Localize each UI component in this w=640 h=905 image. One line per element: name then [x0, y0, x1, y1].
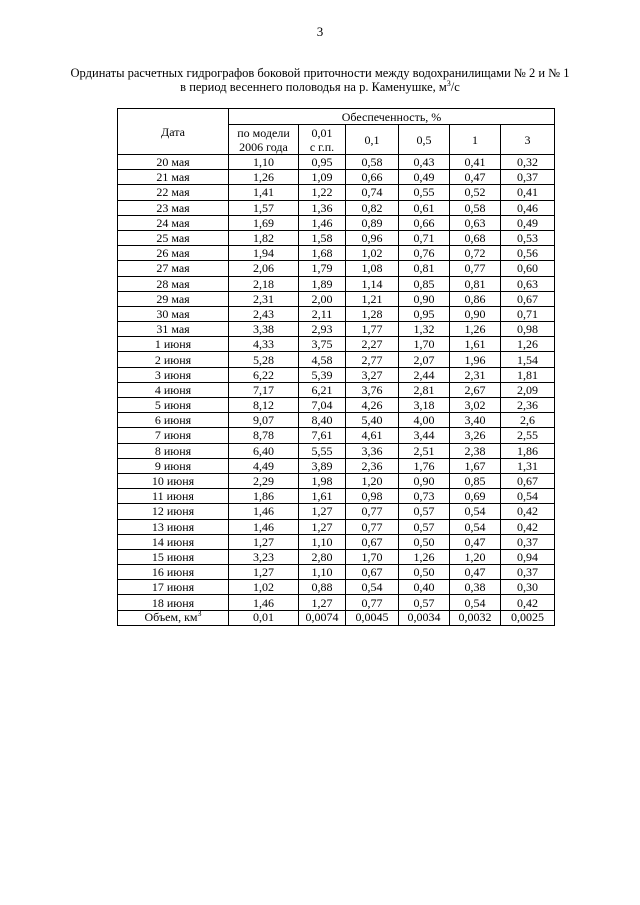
cell-p01: 4,61 [346, 428, 399, 443]
table-row [118, 489, 555, 504]
cell-model-2006: 1,86 [229, 489, 299, 504]
cell-p001: 1,10 [299, 534, 346, 549]
table-title [0, 66, 640, 94]
cell-p3: 0,49 [501, 215, 555, 230]
cell-p3: 0,30 [501, 580, 555, 595]
cell-date: 24 мая [118, 215, 229, 230]
table-row [118, 155, 555, 170]
table-row [118, 428, 555, 443]
cell-p1: 0,54 [450, 595, 501, 610]
table-row [118, 367, 555, 382]
cell-model-2006: 3,23 [229, 549, 299, 564]
cell-model-2006: 1,94 [229, 246, 299, 261]
cell-p05: 1,26 [399, 549, 450, 564]
header-p001-line-2: с г.п. [309, 139, 335, 154]
cell-p001: 1,09 [299, 170, 346, 185]
header-probability-group: Обеспеченность, % [229, 109, 555, 125]
header-model-2006 [229, 125, 299, 155]
cell-date: 31 мая [118, 322, 229, 337]
cell-date: 12 июня [118, 504, 229, 519]
cell-p01: 0,77 [346, 504, 399, 519]
footer-volume-value: 0,0025 [501, 610, 555, 625]
cell-p05: 0,50 [399, 565, 450, 580]
table-row [118, 215, 555, 230]
cell-p1: 1,20 [450, 549, 501, 564]
footer-volume-label-text: Объем, км [144, 610, 198, 625]
cell-date: 14 июня [118, 534, 229, 549]
cell-p01: 0,77 [346, 519, 399, 534]
table-row [118, 291, 555, 306]
cell-p05: 2,44 [399, 367, 450, 382]
table-row [118, 261, 555, 276]
cell-p3: 1,31 [501, 458, 555, 473]
table-row [118, 322, 555, 337]
cell-date: 6 июня [118, 413, 229, 428]
cell-p001: 1,98 [299, 473, 346, 488]
cell-p05: 0,57 [399, 595, 450, 610]
cell-p01: 1,77 [346, 322, 399, 337]
cell-p05: 2,81 [399, 382, 450, 397]
table-row [118, 519, 555, 534]
cell-p01: 0,96 [346, 230, 399, 245]
footer-volume-row [118, 610, 555, 625]
cell-p05: 0,40 [399, 580, 450, 595]
cell-p05: 3,18 [399, 398, 450, 413]
cell-p3: 0,42 [501, 595, 555, 610]
table-row [118, 398, 555, 413]
cell-p3: 0,37 [501, 565, 555, 580]
cell-date: 17 июня [118, 580, 229, 595]
header-p05: 0,5 [399, 125, 450, 155]
cell-p3: 0,94 [501, 549, 555, 564]
cell-date: 20 мая [118, 155, 229, 170]
cell-p001: 1,22 [299, 185, 346, 200]
cell-p05: 4,00 [399, 413, 450, 428]
cell-date: 10 июня [118, 473, 229, 488]
cell-p3: 2,36 [501, 398, 555, 413]
cell-p01: 3,76 [346, 382, 399, 397]
cell-model-2006: 1,26 [229, 170, 299, 185]
footer-volume-value: 0,0045 [346, 610, 399, 625]
cell-p001: 2,93 [299, 322, 346, 337]
cell-p001: 5,39 [299, 367, 346, 382]
cell-model-2006: 1,27 [229, 534, 299, 549]
cell-p3: 0,67 [501, 291, 555, 306]
cell-model-2006: 7,17 [229, 382, 299, 397]
cell-p05: 1,76 [399, 458, 450, 473]
cell-date: 21 мая [118, 170, 229, 185]
cell-p001: 1,79 [299, 261, 346, 276]
header-p1: 1 [450, 125, 501, 155]
cell-p01: 1,02 [346, 246, 399, 261]
cell-p01: 1,20 [346, 473, 399, 488]
cell-p3: 1,86 [501, 443, 555, 458]
table-row [118, 534, 555, 549]
title-line-2 [0, 80, 640, 94]
header-model-line-2: 2006 года [239, 139, 288, 154]
table-row [118, 504, 555, 519]
cell-p1: 0,86 [450, 291, 501, 306]
cell-p01: 3,27 [346, 367, 399, 382]
cell-p3: 0,37 [501, 170, 555, 185]
cell-p001: 1,46 [299, 215, 346, 230]
cell-model-2006: 1,02 [229, 580, 299, 595]
cell-p01: 2,27 [346, 337, 399, 352]
cell-date: 25 мая [118, 230, 229, 245]
cell-p01: 1,28 [346, 306, 399, 321]
cell-p01: 1,70 [346, 549, 399, 564]
cell-date: 16 июня [118, 565, 229, 580]
footer-volume-value: 0,0032 [450, 610, 501, 625]
cell-date: 5 июня [118, 398, 229, 413]
cell-model-2006: 6,40 [229, 443, 299, 458]
table-row [118, 382, 555, 397]
hydrograph-table [117, 108, 555, 626]
cell-p001: 3,75 [299, 337, 346, 352]
cell-p1: 0,54 [450, 504, 501, 519]
table-row [118, 413, 555, 428]
cell-model-2006: 4,33 [229, 337, 299, 352]
cell-p1: 0,41 [450, 155, 501, 170]
table-row [118, 580, 555, 595]
cell-model-2006: 4,49 [229, 458, 299, 473]
footer-volume-value: 0,01 [229, 610, 299, 625]
cell-p001: 3,89 [299, 458, 346, 473]
table-row [118, 306, 555, 321]
cell-p05: 0,81 [399, 261, 450, 276]
cell-p3: 1,54 [501, 352, 555, 367]
cell-date: 2 июня [118, 352, 229, 367]
cell-model-2006: 1,46 [229, 595, 299, 610]
cell-p1: 1,61 [450, 337, 501, 352]
cell-p001: 7,04 [299, 398, 346, 413]
cell-p1: 0,90 [450, 306, 501, 321]
cell-p3: 0,54 [501, 489, 555, 504]
cell-model-2006: 2,31 [229, 291, 299, 306]
table-row [118, 276, 555, 291]
cell-date: 11 июня [118, 489, 229, 504]
cell-date: 8 июня [118, 443, 229, 458]
footer-volume-value: 0,0074 [299, 610, 346, 625]
title-unit-exponent: 3 [446, 78, 451, 88]
cell-p05: 0,90 [399, 291, 450, 306]
cell-date: 23 мая [118, 200, 229, 215]
page-number: 3 [316, 24, 324, 39]
cell-date: 30 мая [118, 306, 229, 321]
header-model-line-1: по модели [237, 125, 290, 140]
cell-p05: 2,07 [399, 352, 450, 367]
cell-model-2006: 1,41 [229, 185, 299, 200]
cell-p3: 1,26 [501, 337, 555, 352]
header-p001-line-1: 0,01 [311, 125, 333, 140]
cell-p01: 0,54 [346, 580, 399, 595]
cell-p1: 0,58 [450, 200, 501, 215]
table-row [118, 458, 555, 473]
cell-date: 15 июня [118, 549, 229, 564]
cell-p1: 1,67 [450, 458, 501, 473]
cell-p01: 1,08 [346, 261, 399, 276]
cell-p3: 0,37 [501, 534, 555, 549]
cell-p05: 3,44 [399, 428, 450, 443]
cell-p001: 1,27 [299, 595, 346, 610]
cell-model-2006: 2,43 [229, 306, 299, 321]
table-row [118, 565, 555, 580]
cell-p01: 0,58 [346, 155, 399, 170]
cell-date: 22 мая [118, 185, 229, 200]
table-row [118, 337, 555, 352]
cell-p05: 0,49 [399, 170, 450, 185]
cell-p001: 1,10 [299, 565, 346, 580]
header-p3: 3 [501, 125, 555, 155]
cell-p1: 3,02 [450, 398, 501, 413]
cell-p001: 2,00 [299, 291, 346, 306]
cell-p01: 0,74 [346, 185, 399, 200]
cell-model-2006: 6,22 [229, 367, 299, 382]
cell-p1: 2,31 [450, 367, 501, 382]
table-row [118, 595, 555, 610]
cell-p05: 0,66 [399, 215, 450, 230]
cell-date: 29 мая [118, 291, 229, 306]
header-date: Дата [118, 109, 229, 155]
footer-volume-value: 0,0034 [399, 610, 450, 625]
cell-p3: 2,09 [501, 382, 555, 397]
cell-p1: 2,67 [450, 382, 501, 397]
cell-p3: 0,42 [501, 504, 555, 519]
cell-p01: 0,82 [346, 200, 399, 215]
cell-p01: 1,14 [346, 276, 399, 291]
cell-model-2006: 1,82 [229, 230, 299, 245]
cell-p05: 1,70 [399, 337, 450, 352]
cell-p1: 0,52 [450, 185, 501, 200]
header-p001 [299, 125, 346, 155]
title-unit-suffix: /с [450, 80, 460, 94]
cell-p3: 0,56 [501, 246, 555, 261]
cell-p01: 0,67 [346, 534, 399, 549]
cell-p01: 5,40 [346, 413, 399, 428]
cell-p3: 1,81 [501, 367, 555, 382]
cell-p05: 0,57 [399, 504, 450, 519]
cell-p3: 0,53 [501, 230, 555, 245]
cell-date: 4 июня [118, 382, 229, 397]
table-row [118, 352, 555, 367]
cell-p3: 0,42 [501, 519, 555, 534]
table-row [118, 443, 555, 458]
cell-p001: 1,27 [299, 519, 346, 534]
cell-p001: 5,55 [299, 443, 346, 458]
cell-p1: 0,47 [450, 170, 501, 185]
cell-p3: 0,63 [501, 276, 555, 291]
cell-model-2006: 2,29 [229, 473, 299, 488]
cell-p05: 0,76 [399, 246, 450, 261]
cell-p01: 2,77 [346, 352, 399, 367]
cell-date: 18 июня [118, 595, 229, 610]
cell-p01: 3,36 [346, 443, 399, 458]
table-row [118, 246, 555, 261]
cell-p05: 0,71 [399, 230, 450, 245]
cell-p05: 0,61 [399, 200, 450, 215]
cell-p1: 1,26 [450, 322, 501, 337]
cell-model-2006: 1,46 [229, 504, 299, 519]
cell-model-2006: 2,18 [229, 276, 299, 291]
cell-date: 7 июня [118, 428, 229, 443]
table-row [118, 200, 555, 215]
cell-p05: 1,32 [399, 322, 450, 337]
cell-p1: 0,54 [450, 519, 501, 534]
cell-p01: 0,77 [346, 595, 399, 610]
cell-p3: 2,6 [501, 413, 555, 428]
cell-model-2006: 8,78 [229, 428, 299, 443]
cell-p001: 1,36 [299, 200, 346, 215]
cell-date: 3 июня [118, 367, 229, 382]
cell-model-2006: 1,27 [229, 565, 299, 580]
cell-p05: 0,95 [399, 306, 450, 321]
cell-p001: 4,58 [299, 352, 346, 367]
cell-p05: 0,43 [399, 155, 450, 170]
cell-p001: 2,11 [299, 306, 346, 321]
cell-p01: 0,89 [346, 215, 399, 230]
cell-date: 1 июня [118, 337, 229, 352]
cell-p05: 0,50 [399, 534, 450, 549]
footer-volume-exponent: 3 [197, 610, 202, 619]
cell-p001: 1,61 [299, 489, 346, 504]
cell-p3: 0,41 [501, 185, 555, 200]
cell-p001: 6,21 [299, 382, 346, 397]
cell-p01: 0,66 [346, 170, 399, 185]
cell-date: 28 мая [118, 276, 229, 291]
cell-p1: 0,69 [450, 489, 501, 504]
cell-date: 26 мая [118, 246, 229, 261]
cell-p1: 0,72 [450, 246, 501, 261]
cell-p01: 4,26 [346, 398, 399, 413]
cell-model-2006: 1,10 [229, 155, 299, 170]
cell-p001: 1,89 [299, 276, 346, 291]
cell-model-2006: 9,07 [229, 413, 299, 428]
table-row [118, 170, 555, 185]
cell-model-2006: 3,38 [229, 322, 299, 337]
table-row [118, 185, 555, 200]
cell-date: 27 мая [118, 261, 229, 276]
header-p01: 0,1 [346, 125, 399, 155]
cell-p05: 0,90 [399, 473, 450, 488]
cell-p1: 3,26 [450, 428, 501, 443]
cell-p05: 2,51 [399, 443, 450, 458]
cell-p05: 0,57 [399, 519, 450, 534]
cell-p001: 1,58 [299, 230, 346, 245]
cell-p1: 0,47 [450, 534, 501, 549]
cell-p1: 0,47 [450, 565, 501, 580]
cell-model-2006: 1,46 [229, 519, 299, 534]
cell-p1: 0,63 [450, 215, 501, 230]
cell-p01: 0,67 [346, 565, 399, 580]
cell-p3: 0,98 [501, 322, 555, 337]
cell-p001: 2,80 [299, 549, 346, 564]
cell-p01: 0,98 [346, 489, 399, 504]
footer-volume-label [118, 610, 229, 625]
cell-model-2006: 2,06 [229, 261, 299, 276]
cell-model-2006: 8,12 [229, 398, 299, 413]
cell-model-2006: 1,69 [229, 215, 299, 230]
cell-model-2006: 5,28 [229, 352, 299, 367]
cell-p1: 0,85 [450, 473, 501, 488]
table-body [118, 155, 555, 611]
cell-p3: 0,32 [501, 155, 555, 170]
table-row [118, 549, 555, 564]
cell-p001: 1,27 [299, 504, 346, 519]
cell-p1: 3,40 [450, 413, 501, 428]
title-line-2-text: в период весеннего половодья на р. Каменушке, м [180, 80, 447, 94]
cell-p001: 7,61 [299, 428, 346, 443]
cell-p05: 0,73 [399, 489, 450, 504]
title-line-1: Ординаты расчетных гидрографов боковой приточности между водохранилищами № 2 и № 1 [70, 66, 570, 80]
cell-model-2006: 1,57 [229, 200, 299, 215]
table-row [118, 230, 555, 245]
cell-p3: 0,46 [501, 200, 555, 215]
cell-p1: 0,68 [450, 230, 501, 245]
cell-p1: 2,38 [450, 443, 501, 458]
cell-p001: 0,95 [299, 155, 346, 170]
table-row [118, 473, 555, 488]
cell-p1: 0,81 [450, 276, 501, 291]
cell-p1: 0,38 [450, 580, 501, 595]
cell-p001: 1,68 [299, 246, 346, 261]
cell-p05: 0,85 [399, 276, 450, 291]
cell-p1: 1,96 [450, 352, 501, 367]
cell-p01: 2,36 [346, 458, 399, 473]
cell-p1: 0,77 [450, 261, 501, 276]
cell-p001: 8,40 [299, 413, 346, 428]
cell-p3: 0,60 [501, 261, 555, 276]
cell-p3: 0,67 [501, 473, 555, 488]
cell-p001: 0,88 [299, 580, 346, 595]
cell-p01: 1,21 [346, 291, 399, 306]
cell-p05: 0,55 [399, 185, 450, 200]
cell-p3: 0,71 [501, 306, 555, 321]
cell-date: 9 июня [118, 458, 229, 473]
cell-date: 13 июня [118, 519, 229, 534]
cell-p3: 2,55 [501, 428, 555, 443]
